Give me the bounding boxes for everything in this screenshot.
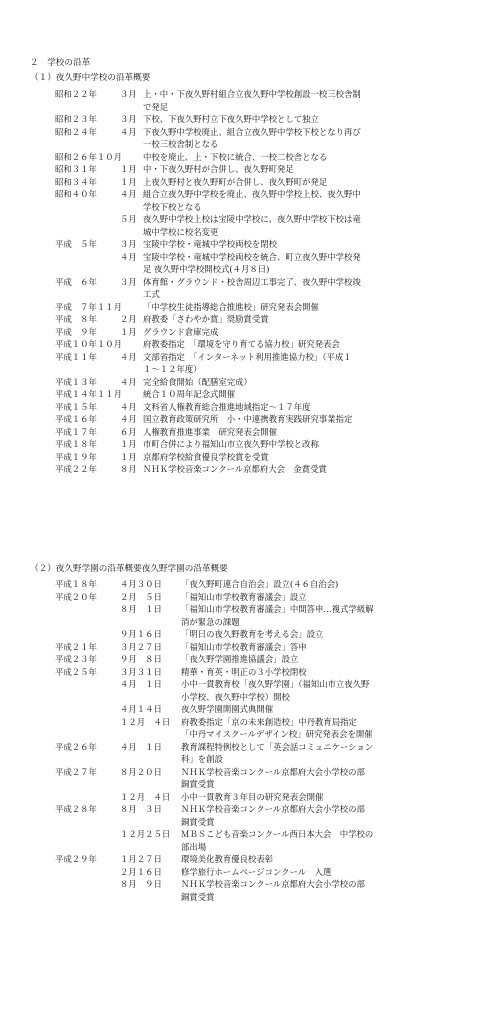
timeline-row [0, 628, 478, 641]
entry-year: 昭和２２年 [55, 89, 97, 99]
timeline-row-continued [0, 263, 478, 276]
timeline-row [0, 866, 478, 879]
entry-text: 「中丹マイスクールデザイン校」研究発表会を開催 [181, 729, 373, 739]
entry-year: 昭和３４年 [55, 176, 97, 187]
entry-text: 府教委指定 「環境を守り育てる協力校」研究発表会 [143, 339, 340, 349]
timeline-row [0, 451, 478, 464]
entry-month: ４月 １日 [120, 679, 162, 689]
entry-month: ２月 [120, 314, 137, 324]
timeline-row [0, 338, 478, 351]
entry-text-continued: 部出場 [181, 841, 207, 852]
entry-year: 平成２３年 [55, 654, 97, 664]
entry-year: 平成１１年 [55, 351, 97, 362]
entry-month: ３月 [120, 276, 137, 287]
entry-text: 府教委指定「京の未来創造校」中丹教育局指定 [181, 716, 357, 727]
timeline-row [0, 351, 478, 364]
entry-text: 人権教育推進事業 研究発表会開催 [143, 426, 277, 437]
entry-text: 文科省人権教育総合推進地域指定～１７年度 [143, 401, 311, 412]
timeline-row [0, 301, 478, 314]
entry-text-continued: 銅賞受賞 [181, 891, 215, 902]
entry-month: ６月 [120, 426, 137, 437]
entry-year: 平成１９年 [55, 451, 97, 462]
entry-text: 体育館・グラウンド・校舎周辺工事完了、夜久野中学校竣 [143, 276, 361, 287]
entry-text: 完全給食開始（配膳室完成） [143, 376, 252, 387]
entry-text: 上・中・下夜久野村組合立夜久野中学校創設一校三校舎制 [143, 89, 361, 99]
entry-text: 夜久野学園開園式典開催 [181, 704, 274, 714]
entry-text: 中・下夜久野村が合併し、夜久野町発足 [143, 164, 294, 174]
timeline-row-continued [0, 226, 478, 239]
entry-year: 昭和２３年 [55, 114, 97, 124]
entry-year: 平成２７年 [55, 766, 97, 777]
entry-text: ＮＨＫ学校音楽コンクール京都府大会 金賞受賞 [143, 464, 327, 474]
entry-text-continued: 科」を創設 [181, 754, 223, 764]
entry-text-continued: 城中学校に校名変更 [143, 226, 219, 237]
entry-month: ４月 １日 [120, 741, 162, 752]
entry-year: 平成２０年 [55, 591, 97, 602]
entry-text-continued: で発足 [143, 101, 169, 112]
timeline-row [0, 176, 478, 189]
timeline-row [0, 151, 478, 164]
entry-year: 平成 ６年 [55, 276, 97, 287]
timeline-row [0, 853, 478, 866]
timeline-row [0, 641, 478, 654]
timeline-row [0, 578, 478, 591]
entry-year: 平成１３年 [55, 376, 97, 387]
entry-text: 下夜久野中学校廃止、組合立夜久野中学校下校となり再び [143, 126, 361, 137]
timeline-row-continued [0, 841, 478, 854]
entry-year: 平成１０年１０月 [55, 339, 122, 349]
entry-text-continued: １～１２年度） [143, 364, 202, 374]
entry-year: 平成２９年 [55, 854, 97, 864]
timeline-row-continued [0, 816, 478, 829]
timeline-row [0, 766, 478, 779]
timeline-row [0, 326, 478, 339]
entry-year: 平成１８年 [55, 439, 97, 449]
entry-text: ＭＢＳこども音楽コンクール西日本大会 中学校の [181, 829, 374, 839]
timeline-row [0, 213, 478, 226]
entry-text: 「福知山市学校教育審議会」答申 [181, 641, 307, 652]
timeline-row [0, 591, 478, 604]
entry-month: ４月 [120, 189, 137, 199]
entry-month: ８月 ９日 [120, 879, 162, 889]
entry-text: 環境美化教育優良校表彰 [181, 854, 274, 864]
entry-month: ４月 [120, 414, 137, 424]
timeline-row [0, 426, 478, 439]
entry-year: 平成１５年 [55, 401, 97, 412]
entry-text: グラウンド倉庫完成 [143, 326, 219, 337]
entry-year: 平成２１年 [55, 641, 97, 652]
entry-text-continued: 足 夜久野中学校開校式(４月８日) [143, 264, 270, 274]
timeline-row-continued [0, 138, 478, 151]
entry-text: 「夜久野学園推進協議会」設立 [181, 654, 299, 664]
entry-text: 統合１０周年記念式開催 [143, 389, 236, 399]
timeline-row [0, 741, 478, 754]
entry-text: 府教委「さわやか賞」奨励賞受賞 [143, 314, 269, 324]
entry-text: 宝陵中学校・竜城中学校両校を統合、町立夜久野中学校発 [143, 251, 361, 262]
timeline-row [0, 126, 478, 139]
entry-year: 昭和３１年 [55, 164, 97, 174]
entry-month: ４月 [120, 376, 137, 387]
entry-month: ３月２７日 [120, 641, 162, 652]
timeline-row [0, 703, 478, 716]
entry-month: ８月 １日 [120, 604, 162, 614]
entry-month: １２月 ４日 [120, 716, 171, 727]
timeline-row-continued [0, 101, 478, 114]
entry-text-continued: 工式 [143, 289, 160, 299]
entry-year: 平成２６年 [55, 741, 97, 752]
entry-month: ４月 [120, 351, 137, 362]
entry-year: 平成２８年 [55, 804, 97, 814]
entry-year: 平成１６年 [55, 414, 97, 424]
timeline-row [0, 163, 478, 176]
entry-year: 昭和２４年 [55, 126, 97, 137]
entry-text-continued: 消が緊急の課題 [181, 616, 240, 627]
timeline-row [0, 678, 478, 691]
timeline-row [0, 238, 478, 251]
entry-month: ３月 [120, 114, 137, 124]
entry-text: 下校、下夜久野村立下夜久野中学校として独立 [143, 114, 319, 124]
entry-text: 小中一貫教育校「夜久野学園」（福知山市立夜久野 [181, 679, 370, 689]
timeline-row [0, 828, 478, 841]
entry-year: 昭和４０年 [55, 189, 97, 199]
entry-text-continued: 銅賞受賞 [181, 779, 215, 789]
timeline-row [0, 603, 478, 616]
timeline-row [0, 438, 478, 451]
timeline-row [0, 413, 478, 426]
entry-month: ５月 [120, 214, 137, 224]
entry-month: １月２７日 [120, 854, 162, 864]
entry-year: 昭和２６年１０月 [55, 151, 122, 162]
entry-text-continued: 学校下校となる [143, 201, 202, 212]
entry-year: 平成１７年 [55, 426, 97, 437]
timeline-row [0, 463, 478, 476]
timeline-row-continued [0, 778, 478, 791]
timeline-row [0, 376, 478, 389]
timeline-row [0, 88, 478, 101]
entry-month: ４月３０日 [120, 579, 162, 589]
entry-month: １２月２５日 [120, 829, 171, 839]
part2-heading: （２）夜久野学園の沿革概要夜久野学園の沿革概要 [30, 564, 228, 574]
entry-month: １月 [120, 164, 137, 174]
timeline-row [0, 276, 478, 289]
entry-month: ９月 ８日 [120, 654, 162, 664]
timeline-row [0, 388, 478, 401]
entry-text: 京都府学校給食優良学校賞を受賞 [143, 451, 269, 462]
part1-heading: （１）夜久野中学校の沿革概要 [30, 73, 151, 83]
timeline-row-continued [0, 201, 478, 214]
entry-text: 「福知山市学校教育審議会」中間答申…複式学級解 [181, 604, 374, 614]
entry-year: 平成２５年 [55, 666, 97, 677]
timeline-row-continued [0, 616, 478, 629]
entry-month: １月 [120, 451, 137, 462]
entry-month: １月 [120, 176, 137, 187]
entry-text: 組合立夜久野中学校を廃止、夜久野中学校上校、夜久野中 [143, 189, 361, 199]
entry-year: 平成１４年１１月 [55, 389, 122, 399]
entry-year: 平成 ５年 [55, 239, 97, 249]
entry-year: 平成 ９年 [55, 326, 97, 337]
timeline-row-continued [0, 363, 478, 376]
entry-text: 教育課程特例校として「英会話コミュニケーション [181, 741, 374, 752]
timeline-row [0, 188, 478, 201]
entry-year: 平成 ８年 [55, 314, 97, 324]
timeline-row [0, 803, 478, 816]
timeline-row-continued [0, 691, 478, 704]
timeline-row [0, 791, 478, 804]
timeline-row-continued [0, 753, 478, 766]
entry-month: ８月 ３日 [120, 804, 162, 814]
entry-month: ２月１６日 [120, 866, 162, 877]
timeline-row [0, 653, 478, 666]
entry-month: ３月３１日 [120, 666, 162, 677]
entry-text-continued: 銅賞受賞 [181, 816, 215, 827]
entry-text: 市町合併により福知山市立夜久野中学校と改称 [143, 439, 319, 449]
timeline-row [0, 728, 478, 741]
entry-month: ３月 [120, 239, 137, 249]
timeline-row [0, 113, 478, 126]
entry-month: １２月 ４日 [120, 791, 171, 802]
entry-text: ＮＨＫ学校音楽コンクール京都府大会小学校の部 [181, 804, 365, 814]
entry-month: ８月２０日 [120, 766, 162, 777]
timeline-row [0, 251, 478, 264]
timeline-row [0, 313, 478, 326]
entry-month: ４月 [120, 126, 137, 137]
entry-text: 小中一貫教育３年目の研究発表会開催 [181, 791, 324, 802]
entry-text: 文部省指定 「インターネット利用推進協力校」（平成１ [143, 351, 352, 362]
entry-text-continued: 小学校、夜久野中学校）開校 [181, 691, 290, 702]
timeline-row [0, 716, 478, 729]
entry-month: ８月 [120, 464, 137, 474]
entry-month: １月 [120, 439, 137, 449]
timeline-row-continued [0, 891, 478, 904]
timeline-row [0, 878, 478, 891]
entry-text: 「中学校生徒指導総合推進校」研究発表会開催 [143, 301, 319, 312]
entry-month: ３月 [120, 89, 137, 99]
entry-text: 夜久野中学校上校は宝陵中学校に、夜久野中学校下校は竜 [143, 214, 361, 224]
entry-month: ４月 [120, 251, 137, 262]
section-title: ２ 学校の沿革 [30, 58, 91, 68]
entry-month: １月 [120, 326, 137, 337]
timeline-row [0, 401, 478, 414]
entry-text: 「明日の夜久野教育を考える会」設立 [181, 629, 324, 639]
entry-year: 平成１８年 [55, 579, 97, 589]
entry-year: 平成 ７年１１月 [55, 301, 122, 312]
entry-text: 宝陵中学校・竜城中学校両校を閉校 [143, 239, 277, 249]
entry-text-continued: 一校三校舎制となる [143, 139, 219, 149]
entry-text: 中校を廃止、上・下校に統合、一校二校舎となる [143, 151, 328, 162]
entry-month: ４月１４日 [120, 704, 162, 714]
timeline-row [0, 666, 478, 679]
entry-text: ＮＨＫ学校音楽コンクール京都府大会小学校の部 [181, 766, 365, 777]
entry-month: ４月 [120, 401, 137, 412]
entry-month: ２月 ５日 [120, 591, 162, 602]
entry-text: ＮＨＫ学校音楽コンクール京都府大会小学校の部 [181, 879, 365, 889]
timeline-row-continued [0, 288, 478, 301]
entry-text: 「夜久野町連合自治会」設立(４６自治会) [181, 579, 339, 589]
entry-text: 精華・育英・明正の３小学校閉校 [181, 666, 307, 677]
entry-month: ９月１６日 [120, 629, 162, 639]
entry-text: 上夜久野村と夜久野町が合併し、夜久野町が発足 [143, 176, 328, 187]
entry-year: 平成２２年 [55, 464, 97, 474]
entry-text: 国立教育政策研究所 小・中連携教育実践研究事業指定 [143, 414, 353, 424]
entry-text: 修学旅行ホームページコンクール 入選 [181, 866, 332, 877]
entry-text: 「福知山市学校教育審議会」設立 [181, 591, 307, 602]
